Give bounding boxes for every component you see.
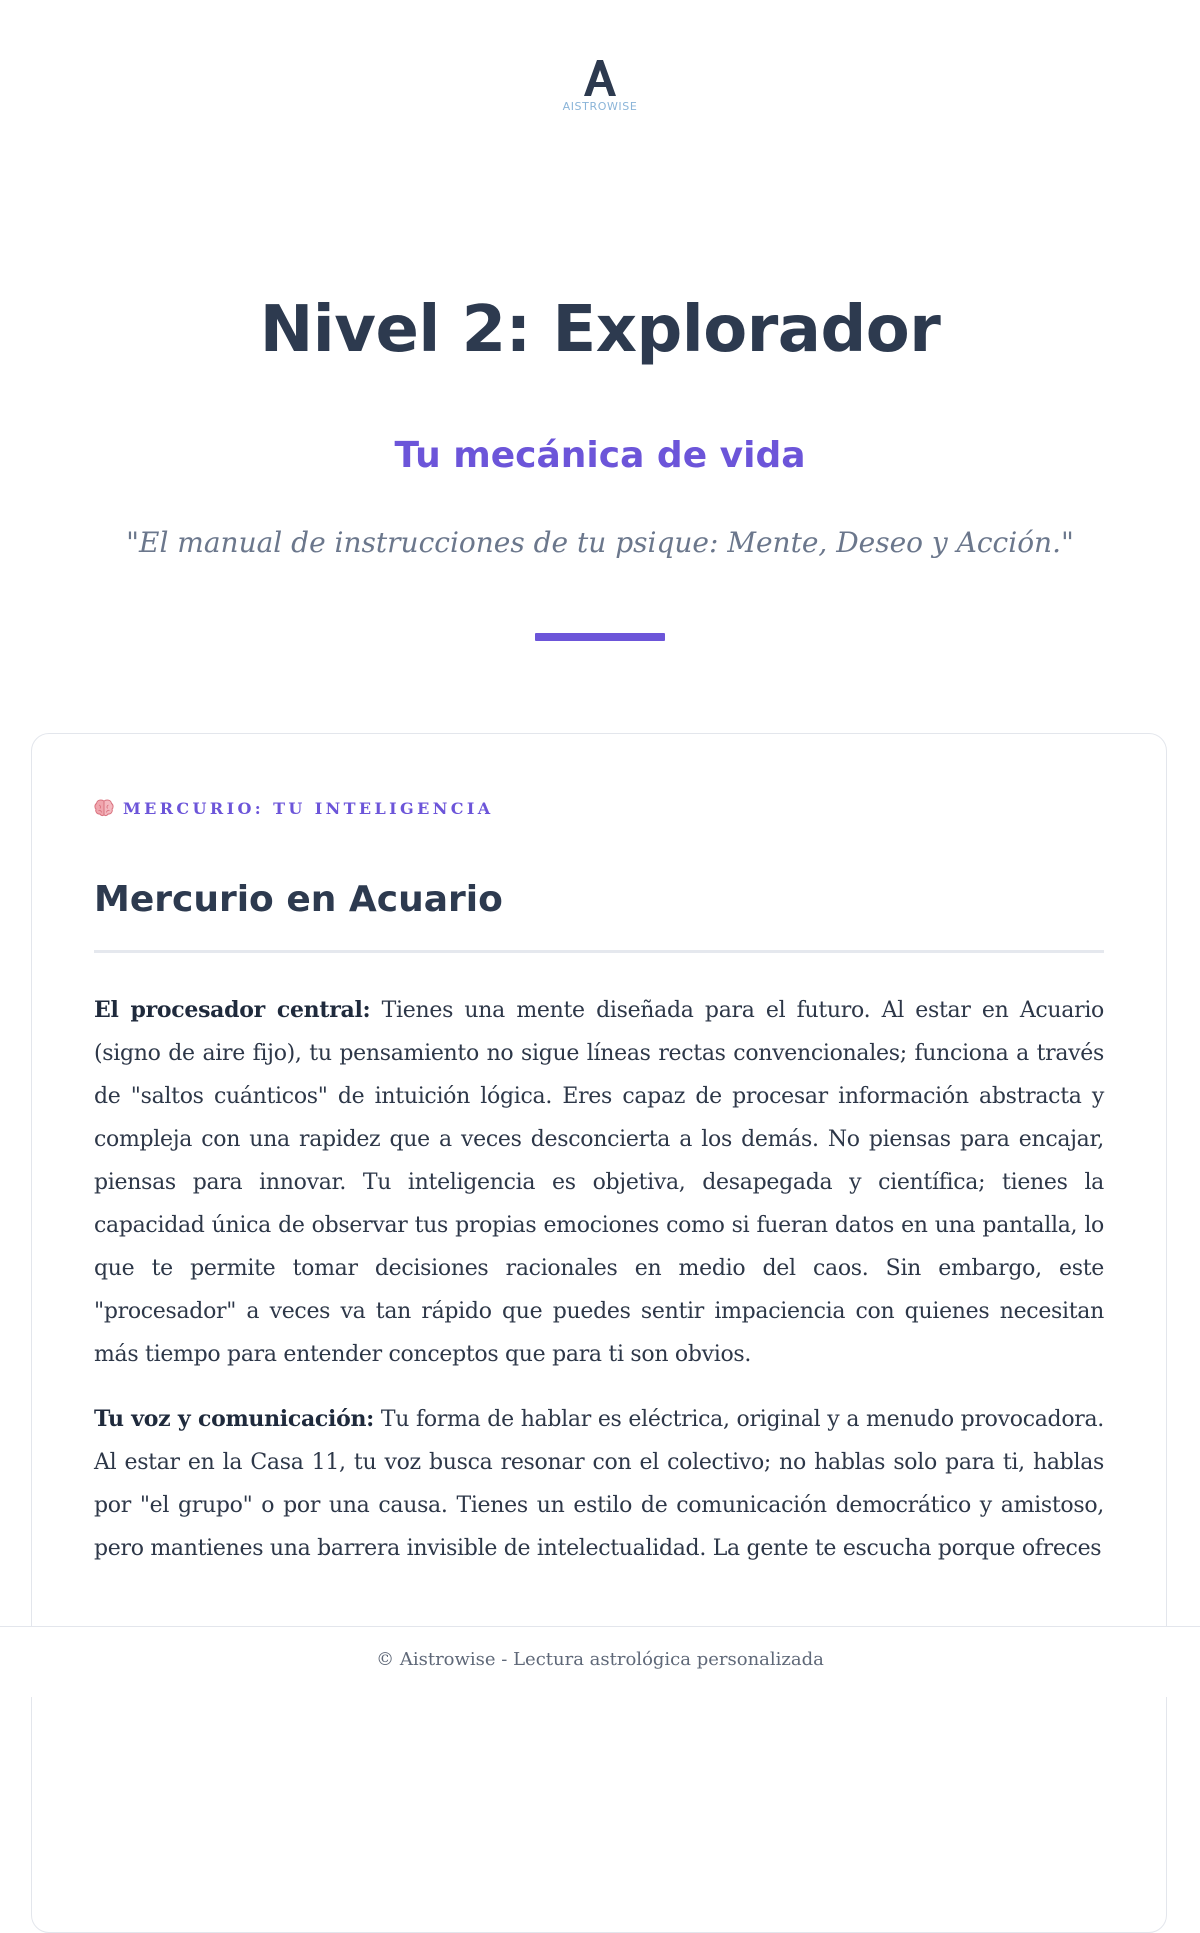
paragraph-procesador [94,989,1104,1376]
page-subtitle: Tu mecánica de vida [394,435,806,476]
brand-logo [0,56,1200,113]
paragraph-body: Tu forma de hablar es eléctrica, original y a menudo provocadora. Al estar en la Casa 11, tu voz busca resonar con el colectivo; no hablas solo para ti, hablas por "el grupo" o por una causa. Tienes un estilo de comunicación democrático y amistoso, pero mantienes una barrera invisible de intelectualidad. La gente te escucha porque ofreces [94,1407,1104,1561]
section-label [94,796,1104,820]
paragraph-lead: El procesador central: [94,997,371,1023]
paragraph-body: Tienes una mente diseñada para el futuro. Al estar en Acuario (signo de aire fijo), tu pensamiento no sigue líneas rectas convencionales; funciona a través de "saltos cuánticos" de intuición lógica. Eres capaz de procesar información abstracta y compleja con una rapidez que a veces desconcierta a los demás. No piensas para encajar, piensas para innovar. Tu inteligencia es objetiva, desapegada y científica; tienes la capacidad única de observar tus propias emociones como si fueran datos en una pantalla, lo que te permite tomar decisiones racionales en medio del caos. Sin embargo, este "procesador" a veces va tan rápido que puedes sentir impaciencia con quienes necesitan más tiempo para entender conceptos que para ti son obvios. [94,998,1105,1367]
section-heading: Mercurio en Acuario [94,879,503,920]
paragraph-voz [94,1398,1104,1570]
brain-icon [94,799,114,817]
logo-a-icon [580,56,620,98]
section-label-text: MERCURIO: TU INTELIGENCIA [123,798,494,818]
page-title: Nivel 2: Explorador [259,293,941,367]
footer-text: © Aistrowise - Lectura astrológica personalizada [376,1649,824,1670]
section-card [31,733,1167,1933]
accent-divider [535,633,665,641]
section-card-content [94,796,1104,1570]
paragraph-lead: Tu voz y comunicación: [94,1406,374,1432]
page-footer [0,1626,1200,1697]
brand-name: AISTROWISE [562,100,638,113]
heading-divider [94,950,1104,953]
page-quote: "El manual de instrucciones de tu psique: Mente, Deseo y Acción." [126,526,1074,559]
